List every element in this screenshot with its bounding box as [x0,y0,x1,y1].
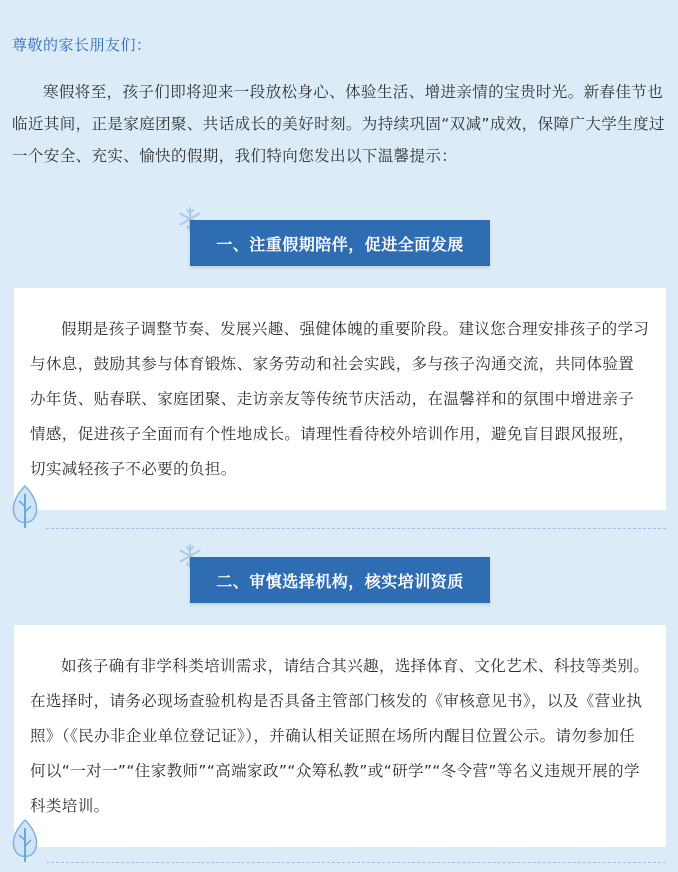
section-1-title: 一、注重假期陪伴，促进全面发展 [190,220,490,266]
section-1-body: 假期是孩子调整节奏、发展兴趣、强健体魄的重要阶段。建议您合理安排孩子的学习与休息，鼓励其参与体育锻炼、家务劳动和社会实践，多与孩子沟通交流，共同体验置办年货、贴春联、家庭团聚、走访亲友等传统节庆活动，在温馨祥和的氛围中增进亲子情感，促进孩子全面而有个性地成长。请理性看待校外培训作用，避免盲目跟风报班，切实减轻孩子不必要的负担。 [30,320,650,478]
greeting: 尊敬的家长朋友们： [12,36,152,54]
section-2-body: 如孩子确有非学科类培训需求，请结合其兴趣，选择体育、文化艺术、科技等类别。在选择时，请务必现场查验机构是否具备主管部门核发的《审核意见书》，以及《营业执照》（《民办非企业单位登记证》），并确认相关证照在场所内醒目位置公示。请勿参加任何以“一对一”“住家教师”“高端家政”“众筹私教”或“研学”“冬令营”等名义违规开展的学科类培训。 [30,657,650,815]
section-2-card [14,625,666,847]
section-divider [46,528,666,529]
section-1-card [14,288,666,510]
snowy-tree-icon [8,818,42,864]
section-2-title: 二、审慎选择机构，核实培训资质 [190,557,490,603]
snowy-tree-icon [8,484,42,530]
section-divider [46,862,666,863]
intro-paragraph: 寒假将至，孩子们即将迎来一段放松身心、体验生活、增进亲情的宝贵时光。新春佳节也临近其间，正是家庭团聚、共话成长的美好时刻。为持续巩固“双减”成效，保障广大学生度过一个安全、充实、愉快的假期，我们特向您发出以下温馨提示： [12,83,665,165]
